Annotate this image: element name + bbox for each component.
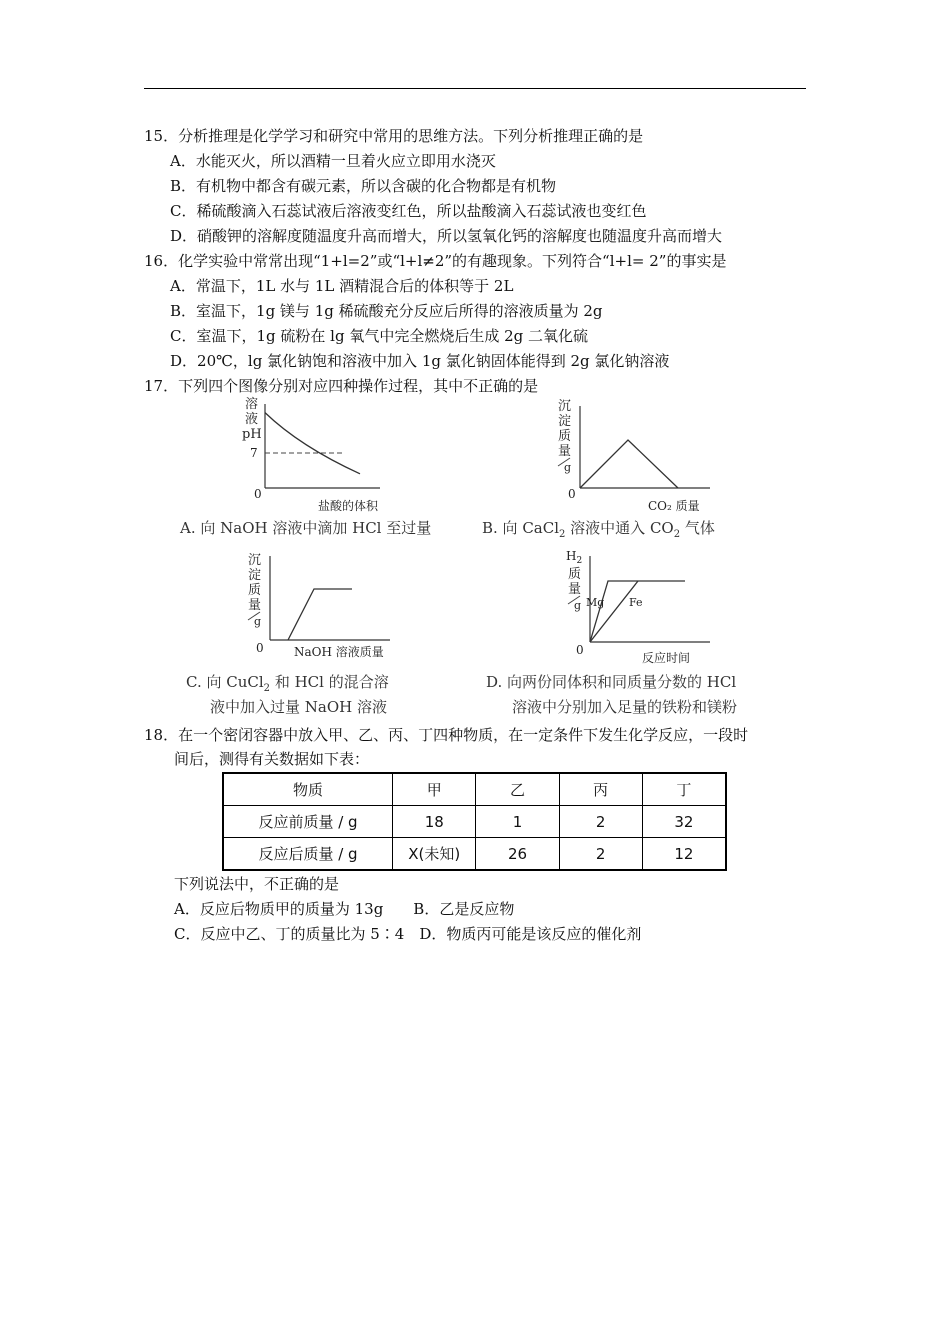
q15-option-a: A．水能灭火，所以酒精一旦着火应立即用水浇灭 [170,152,496,170]
graph-b-caption: B. 向 CaCl$_2$ 溶液中通入 $CO_2$ 气体 [482,519,715,540]
q15-option-c: C．稀硫酸滴入石蕊试液后溶液变红色，所以盐酸滴入石蕊试液也变红色 [170,202,647,220]
graph-b-ylabel-5: g [564,461,572,474]
graph-d-fe-line [590,581,638,642]
graph-b-ylabel-3: 质 [558,429,572,444]
table-cell: 26 [476,838,559,871]
graph-b-precipitate-line [580,440,678,488]
table-header-cell: 丙 [559,773,642,806]
graph-b-ylabel-2: 淀 [558,414,572,429]
graph-d-label-mg: Mg [586,596,605,609]
table-cell: 18 [393,806,476,838]
q15-option-d: D．硝酸钾的溶解度随温度升高而增大，所以氢氧化钙的溶解度也随温度升高而增大 [170,227,723,245]
graph-d-mg-line [590,581,685,642]
graph-c-ylabel-1: 沉 [248,553,262,568]
table-row [223,806,726,838]
table-header-cell: 乙 [476,773,559,806]
graph-c-ylabel-4: 量 [248,598,262,613]
table-header-row [223,773,726,806]
table-header-cell: 丁 [642,773,726,806]
table-cell: X(未知) [393,838,476,871]
graph-b-ylabel-4: 量 [558,444,572,459]
q15-stem: 15．分析推理是化学学习和研究中常用的思维方法。下列分析推理正确的是 [144,127,644,145]
graph-d-caption-line1: D. 向两份同体积和同质量分数的 HCl [486,673,737,691]
table-cell: 2 [559,838,642,871]
graph-d-origin: 0 [576,643,584,657]
graph-c-origin: 0 [256,641,264,655]
table-cell: 反应后质量 / g [223,838,393,871]
graph-c-precipitate-line [288,589,352,640]
graph-c-caption-line1: C. 向 CuCl$_2$ 和 HCl 的混合溶 [186,673,389,694]
q18-options-line1: A．反应后物质甲的质量为 13g B．乙是反应物 [174,900,515,918]
q18-stem-line2: 间后，测得有关数据如下表： [174,750,370,768]
graph-a-tick-7: 7 [250,446,258,460]
graph-d-caption-line2: 溶液中分别加入足量的铁粉和镁粉 [512,698,738,716]
graph-a [230,396,390,516]
table-cell: 1 [476,806,559,838]
graph-b-origin: 0 [568,487,576,501]
graph-c [240,548,400,668]
q18-options-line2: C．反应中乙、丁的质量比为 5∶4 D．物质丙可能是该反应的催化剂 [174,925,642,943]
graph-d-xlabel: 反应时间 [642,651,691,665]
table-cell: 2 [559,806,642,838]
graph-d [560,546,720,670]
q18-question: 下列说法中，不正确的是 [174,875,340,893]
graph-b-ylabel-1: 沉 [558,399,572,414]
graph-a-xlabel: 盐酸的体积 [318,499,379,513]
graph-d-label-fe: Fe [629,596,643,609]
q16-option-d: D．20℃，lg 氯化钠饱和溶液中加入 1g 氯化钠固体能得到 2g 氯化钠溶液 [170,352,670,370]
table-row [223,838,726,871]
table-cell: 反应前质量 / g [223,806,393,838]
graph-c-caption-line2: 液中加入过量 NaOH 溶液 [210,698,387,716]
header-rule [144,88,806,89]
graph-c-ylabel-5: g [254,615,262,628]
graph-d-ylabel-1: 质 [568,567,582,582]
graph-d-ylabel-2: 量 [568,582,582,597]
graph-d-ylabel-h2: $H_2$ [566,549,583,566]
graph-b [550,396,720,516]
q16-option-a: A．常温下，1L 水与 1L 酒精混合后的体积等于 2L [170,277,514,295]
table-cell: 32 [642,806,726,838]
graph-a-origin: 0 [254,487,262,501]
q17-stem: 17．下列四个图像分别对应四种操作过程，其中不正确的是 [144,377,539,395]
mass-data-table [222,772,727,871]
graph-c-ylabel-3: 质 [248,583,262,598]
q18-stem-line1: 18．在一个密闭容器中放入甲、乙、丙、丁四种物质，在一定条件下发生化学反应，一段时 [144,726,749,744]
graph-a-ylabel-1: 溶 [245,397,259,412]
graph-b-xlabel: CO₂ 质量 [648,499,700,513]
q16-option-b: B．室温下，1g 镁与 1g 稀硫酸充分反应后所得的溶液质量为 2g [170,302,603,320]
graph-c-xlabel: NaOH 溶液质量 [294,645,384,659]
q16-stem: 16．化学实验中常常出现“1+l=2”或“l+l≠2”的有趣现象。下列符合“l+l= 2”的事实是 [144,252,727,270]
graph-d-ylabel-3: g [574,599,582,612]
q15-option-b: B．有机物中都含有碳元素，所以含碳的化合物都是有机物 [170,177,557,195]
graph-a-ph-curve [265,413,360,474]
table-header-cell: 甲 [393,773,476,806]
graph-c-ylabel-2: 淀 [248,568,262,583]
graph-a-ylabel-2: 液 [245,412,259,427]
table-header-cell: 物质 [223,773,393,806]
table-cell: 12 [642,838,726,871]
q16-option-c: C．室温下，1g 硫粉在 lg 氧气中完全燃烧后生成 2g 二氧化硫 [170,327,589,345]
graph-a-ylabel-3: pH [242,427,262,442]
graph-a-caption: A. 向 NaOH 溶液中滴加 HCl 至过量 [180,519,432,537]
